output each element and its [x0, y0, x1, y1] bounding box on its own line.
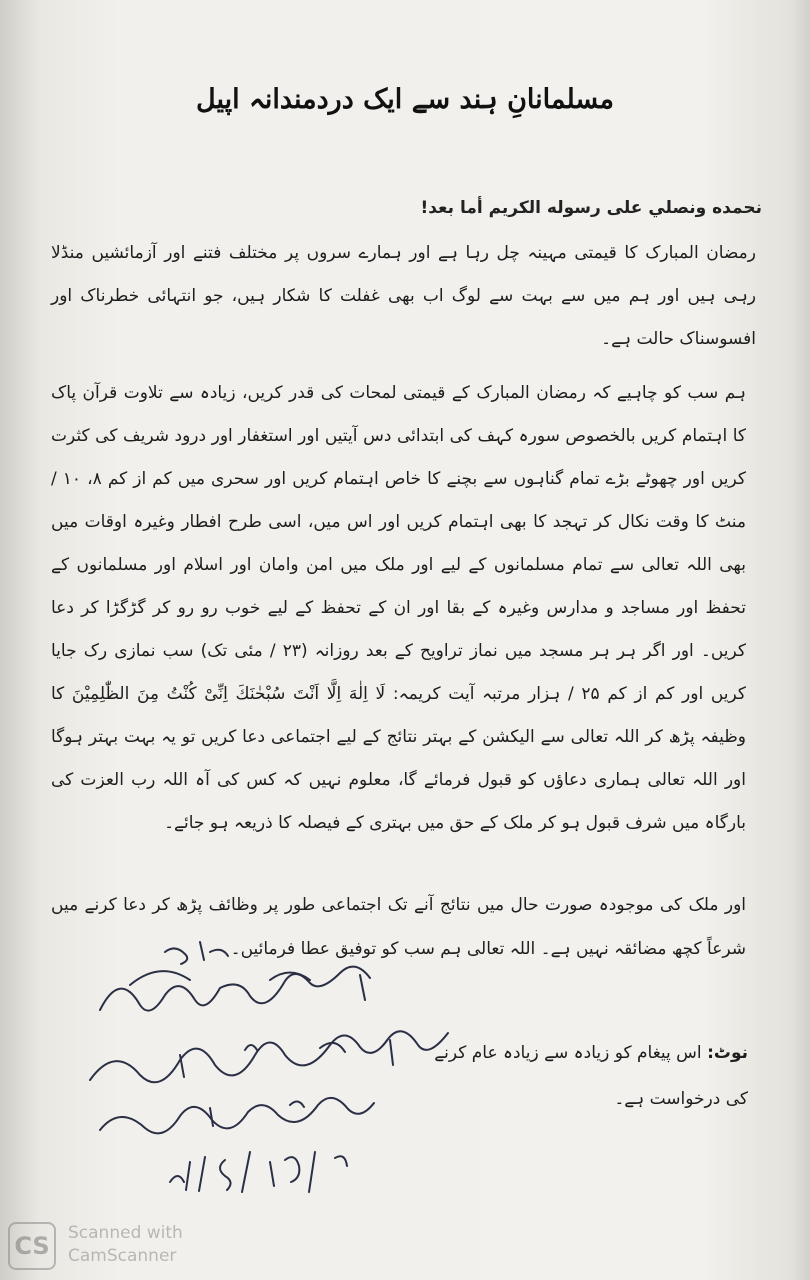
note-text: اس پیغام کو زیادہ سے زیادہ عام کرنے کی درخواست ہے۔: [434, 1043, 748, 1109]
camscanner-watermark: [8, 1220, 238, 1272]
note-label: نوٹ:: [707, 1043, 748, 1063]
paragraph-2: [51, 372, 756, 845]
page-title: مسلمانانِ ہند سے ایک دردمندانہ اپیل: [196, 84, 614, 115]
watermark-text: [68, 1222, 183, 1268]
date-strokes: [150, 1142, 410, 1202]
paragraph-2-text: ہم سب کو چاہیے کہ رمضان المبارک کے قیمتی لمحات کی قدر کریں، زیادہ سے تلاوت قرآن پاک کا اہتمام کریں بالخصوص سورہ کہف کی ابتدائی دس آیتیں اور استغفار اور درود شریف کی کثرت کریں اور چھوٹے بڑے تمام گناہوں سے بچنے کا خاص اہتمام کریں اور سحری میں کم از کم ۸، ۱۰ / منٹ کا وقت نکال کر تہجد کا بھی اہتمام کریں اور اس میں، اسی طرح افطار وغیرہ اوقات میں بھی اللہ تعالی سے تمام مسلمانوں کے لیے اور ملک میں امن وامان اور اسلام اور مسلمانوں کے تحفظ اور مساجد و مدارس وغیرہ کے بقا اور ان کے تحفظ کے لیے خوب رو رو کر گڑگڑا کر دعا کریں۔ اور اگر ہر ہر مسجد میں نماز تراویح کے بعد روزانہ (۲۳ / مئی تک) سب نمازی رک جایا کریں اور کم از کم ۲۵ / ہزار مرتبہ آیت کریمہ: لَا اِلٰهَ اِلَّا اَنْتَ سُبْحٰنَكَ اِنِّیْ كُنْتُ مِنَ الظّٰلِمِیْنَ کا وظیفہ پڑھ کر اللہ تعالی سے الیکشن کے بہتر نتائج کے لیے اجتماعی دعا کریں تو یہ بہت بہتر ہوگا اور اللہ تعالی ہماری دعاؤں کو قبول فرمائے گا، معلوم نہیں کہ کس کی آہ اللہ رب العزت کی بارگاہ میں شرف قبول ہو کر ملک کے حق میں بہتری کے فیصلہ کا ذریعہ ہو جائے۔: [51, 383, 746, 833]
watermark-line-2: CamScanner: [68, 1246, 177, 1266]
watermark-line-1: Scanned with: [68, 1223, 183, 1243]
salutation: نحمده ونصلي على رسوله الكريم أما بعد!: [420, 198, 762, 218]
handwritten-date: [150, 1142, 410, 1202]
paragraph-1-text: رمضان المبارک کا قیمتی مہینہ چل رہا ہے اور ہمارے سروں پر مختلف فتنے اور آزمائشیں منڈلا رہی ہیں اور ہم میں سے بہت سے لوگ اب بھی غفلت کا شکار ہیں، جو انتہائی خطرناک اور افسوسناک حالت ہے۔: [51, 243, 756, 349]
paragraph-1: [51, 232, 756, 361]
paragraph-3-text: اور ملک کی موجودہ صورت حال میں نتائج آنے تک اجتماعی طور پر وظائف پڑھ کر دعا کرنے میں شرعاً کچھ مضائقہ نہیں ہے۔ اللہ تعالی ہم سب کو توفیق عطا فرمائیں۔: [51, 895, 746, 959]
camscanner-logo: CS: [8, 1222, 56, 1270]
note: [418, 1030, 748, 1122]
